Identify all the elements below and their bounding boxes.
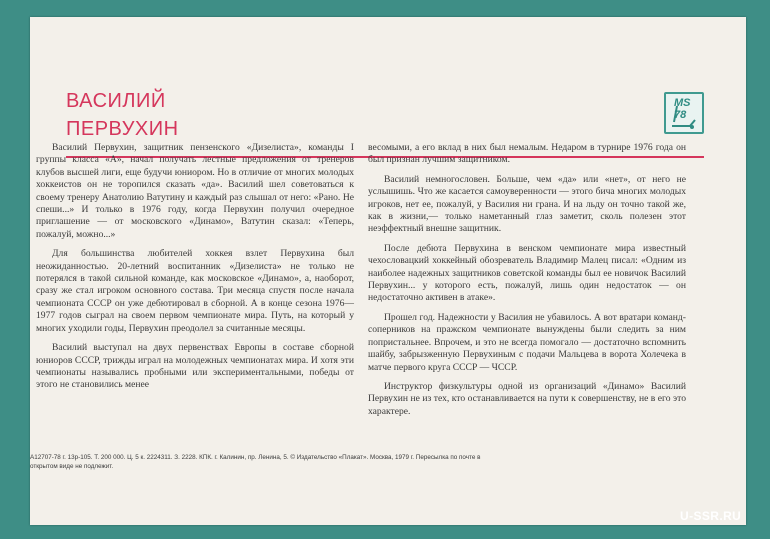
title-first-name: ВАСИЛИЙ [66, 90, 166, 112]
article-right-column [368, 142, 686, 425]
right-paragraph-1: весомыми, а его вклад в них был немалым. Недаром в турнире 1976 года он был признан лучшим защитником. [368, 142, 686, 166]
imprint-line-2: открытом виде не подлежит. [30, 463, 114, 470]
right-paragraph-4: Прошел год. Надежности у Василия не убавилось. А вот вратари команд-соперников на пражском чемпионате вынуждены были следить за ним попристальнее. Впрочем, и это не всегда помогало — достаточно вспомнить шайбу, забрызженную Первухиным с подачи Мальцева в ворота Холечека в матче первого круга СССР — ЧССР. [368, 311, 686, 373]
left-paragraph-2: Для большинства любителей хоккея взлет Первухина был неожиданностью. 20-летний воспитанник «Дизелиста» не только не потерялся в такой сильной команде, как московское «Динамо», а, наоборот, сразу же стал игроком основного состава. Три месяца спустя после начала чемпионата СССР он уже дебютировал в сборной. А в конце сезона 1976—1977 годов сыграл на своем первом чемпионате мира. Путь, на который у многих уходили годы, Первухин преодолел за считанные месяцы. [36, 248, 354, 334]
left-paragraph-3: Василий выступал на двух первенствах Европы в составе сборной юниоров СССР, трижды играл на молодежных чемпионатах мира. И хотя эти чемпионаты назывались пробными или экспериментальными, победы от этого не становились менее [36, 342, 354, 391]
imprint-footer [30, 453, 690, 471]
imprint-line-1: А12707-78 г. 13р-105. Т. 200 000. Ц. 5 к. 2224311. З. 2228. КПК. г. Калинин, пр. Ленина, 5. © Издательство «Плакат». Москва, 1979 г. Пересылка по почте в [30, 454, 481, 461]
left-paragraph-1: Василий Первухин, защитник пензенского «Дизелиста», команды I группы класса «А», начал получать лестные предложения от тренеров клубов высшей лиги, еще будучи юниором. Но в отличие от многих молодых хоккеистов он не торопился сказать «да». Василий шел советоваться к своему тренеру Анатолию Ватутину и каждый раз слышал от него: «Рано. Не спеши...» И только в 1976 году, когда Первухин получил очередное приглашение — от московского «Динамо», Ватутин сказал: «Теперь, пожалуй, можно...» [36, 142, 354, 240]
site-watermark: U-SSR.RU [680, 509, 742, 523]
ms78-hockey-logo-icon [664, 92, 704, 134]
title-last-name: ПЕРВУХИН [66, 118, 179, 140]
article-left-column [36, 142, 354, 399]
right-paragraph-2: Василий немногословен. Больше, чем «да» или «нет», от него не услышишь. Что же касается самоуверенности — этого бича многих молодых игроков, нет ее, пожалуй, у Василия ни грана. И на льду он точно такой же, как в жизни,— только наметанный глаз заметит, сколь полезен этот неэффектный внешне защитник. [368, 173, 686, 235]
page-title [66, 87, 179, 143]
right-paragraph-3: После дебюта Первухина в венском чемпионате мира известный чехословацкий хоккейный обозреватель Владимир Малец писал: «Одним из наиболее надежных защитников советской команды был ее новичок Василий Первухин... у которого есть, пожалуй, лишь один недостаток — он недостаточно активен в атаке». [368, 242, 686, 304]
logo-text: MS 78 [674, 97, 691, 121]
right-paragraph-5: Инструктор физкультуры одной из организаций «Динамо» Василий Первухин не из тех, кто останавливается на пути к совершенству, не в его это характере. [368, 380, 686, 417]
